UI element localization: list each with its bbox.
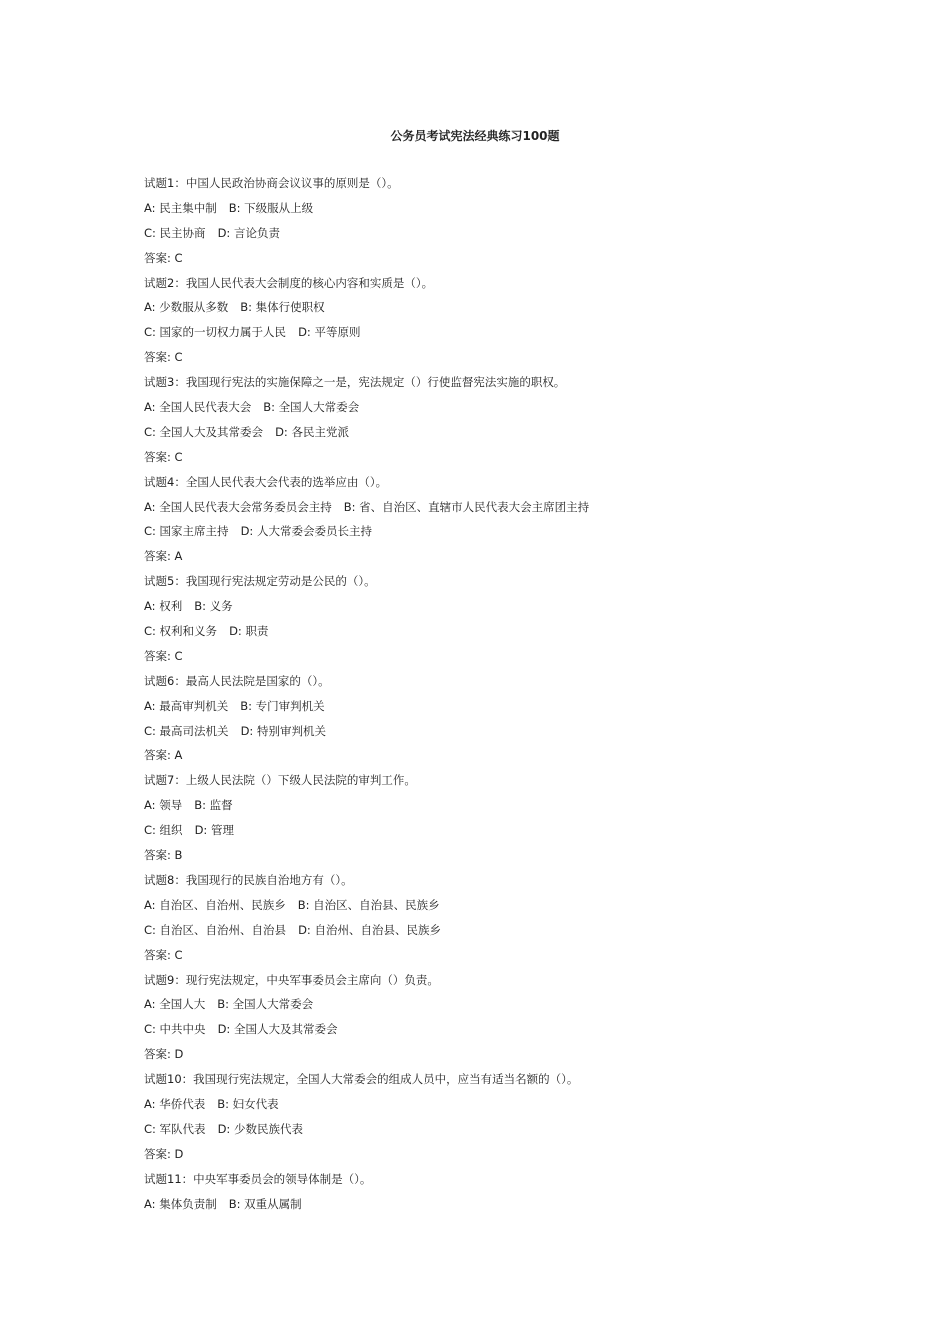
option-row [144,226,824,251]
option-text: D: 自治州、自治县、民族乡 [298,922,441,937]
option-text: D: 管理 [194,823,234,838]
option-row [144,823,824,848]
option-text: C: 权利和义务 [144,624,218,639]
question-stem: 试题11：中央军事委员会的领导体制是（）。 [144,1171,372,1186]
option-text: D: 少数民族代表 [217,1121,303,1136]
option-row [144,898,824,923]
option-text: B: 妇女代表 [217,1096,279,1111]
option-row [144,425,824,450]
option-row [144,923,824,948]
option-row [144,1097,824,1122]
option-row [144,1122,824,1147]
option-text: B: 专门审判机关 [240,698,325,713]
option-row [144,325,824,350]
option-text: D: 各民主党派 [275,424,349,439]
option-text: D: 职责 [229,624,269,639]
option-text: D: 全国人大及其常委会 [217,1022,338,1037]
answer-line: 答案: A [144,549,183,564]
option-row [144,724,824,749]
option-text: A: 权利 [144,599,183,614]
option-row [144,624,824,649]
option-text: C: 组织 [144,823,183,838]
question-stem: 试题6：最高人民法院是国家的（）。 [144,673,330,688]
question-list [144,176,824,1221]
document-title: 公务员考试宪法经典练习100题 [390,129,560,143]
question-stem: 试题8：我国现行的民族自治地方有（）。 [144,872,353,887]
option-row [144,400,824,425]
answer-line: 答案: C [144,449,183,464]
question-stem: 试题3：我国现行宪法的实施保障之一是，宪法规定（）行使监督宪法实施的职权。 [144,375,566,390]
option-text: B: 省、自治区、直辖市人民代表大会主席团主持 [343,499,590,514]
option-text: A: 最高审判机关 [144,698,229,713]
option-text: A: 少数服从多数 [144,300,229,315]
question-stem: 试题4：全国人民代表大会代表的选举应由（）。 [144,474,388,489]
option-text: C: 最高司法机关 [144,723,229,738]
option-text: A: 华侨代表 [144,1096,206,1111]
answer-line: 答案: D [144,1047,184,1062]
answer-line: 答案: B [144,848,183,863]
option-row [144,1197,824,1222]
option-text: B: 下级服从上级 [228,200,314,215]
option-row [144,1022,824,1047]
option-text: A: 领导 [144,798,183,813]
option-row [144,500,824,525]
option-text: B: 全国人大常委会 [263,400,360,415]
option-row [144,997,824,1022]
option-text: B: 集体行使职权 [240,300,325,315]
question-stem: 试题7：上级人民法院（）下级人民法院的审判工作。 [144,773,416,788]
option-row [144,300,824,325]
option-text: B: 自治区、自治县、民族乡 [297,897,440,912]
question-stem: 试题2：我国人民代表大会制度的核心内容和实质是（）。 [144,275,434,290]
option-text: A: 全国人民代表大会常务委员会主持 [144,499,332,514]
option-text: B: 义务 [194,599,233,614]
option-text: D: 特别审判机关 [240,723,326,738]
option-text: C: 民主协商 [144,225,206,240]
option-text: C: 全国人大及其常委会 [144,424,264,439]
answer-line: 答案: C [144,648,183,663]
option-text: C: 自治区、自治州、自治县 [144,922,287,937]
answer-line: 答案: C [144,350,183,365]
option-row [144,599,824,624]
option-text: C: 军队代表 [144,1121,206,1136]
option-row [144,201,824,226]
question-stem: 试题9：现行宪法规定，中央军事委员会主席向（）负责。 [144,972,439,987]
option-row [144,798,824,823]
answer-line: 答案: C [144,947,183,962]
option-text: B: 双重从属制 [228,1196,302,1211]
option-text: D: 平等原则 [298,325,361,340]
question-stem: 试题1：中国人民政治协商会议议事的原则是（）。 [144,176,399,190]
option-text: D: 言论负责 [217,225,280,240]
answer-line: 答案: D [144,1146,184,1161]
answer-line: 答案: A [144,748,183,763]
option-text: B: 监督 [194,798,233,813]
question-stem: 试题5：我国现行宪法规定劳动是公民的（）。 [144,574,376,589]
option-text: A: 自治区、自治州、民族乡 [144,897,286,912]
option-text: A: 民主集中制 [144,200,217,215]
option-text: C: 国家的一切权力属于人民 [144,325,287,340]
answer-line: 答案: C [144,250,183,265]
option-row [144,524,824,549]
option-text: A: 全国人大 [144,997,206,1012]
question-stem: 试题10：我国现行宪法规定，全国人大常委会的组成人员中，应当有适当名额的（）。 [144,1072,579,1087]
option-text: A: 全国人民代表大会 [144,400,252,415]
option-text: C: 中共中央 [144,1022,206,1037]
option-text: D: 人大常委会委员长主持 [240,524,372,539]
option-text: B: 全国人大常委会 [217,997,314,1012]
option-text: C: 国家主席主持 [144,524,229,539]
option-text: A: 集体负责制 [144,1196,217,1211]
option-row [144,699,824,724]
